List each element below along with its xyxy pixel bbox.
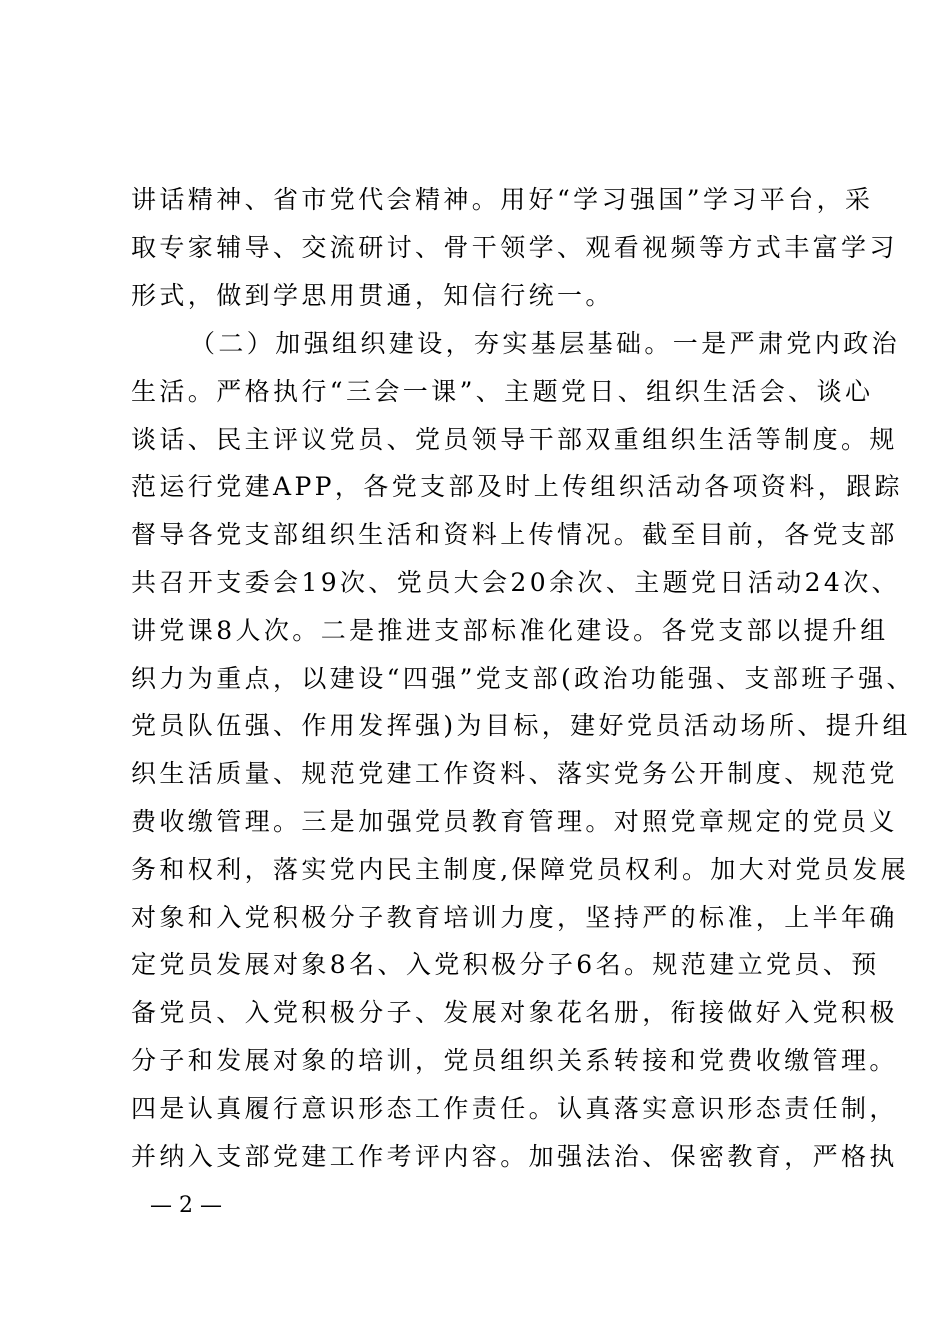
text-line-11: 织力为重点，以建设“四强”党支部(政治功能强、支部班子强、 xyxy=(131,664,915,693)
text-line-17: 定党员发展对象8名、入党积极分子6名。规范建立党员、预 xyxy=(131,950,880,979)
text-line-14: 费收缴管理。三是加强党员教育管理。对照党章规定的党员义 xyxy=(131,807,898,836)
page-number: — 2 — xyxy=(150,1193,222,1218)
text-line-21: 并纳入支部党建工作考评内容。加强法治、保密教育，严格执 xyxy=(131,1142,898,1171)
text-line-5: 生活。严格执行“三会一课”、主题党日、组织生活会、谈心 xyxy=(131,377,874,406)
text-line-3: 形式，做到学思用贯通，知信行统一。 xyxy=(131,281,614,310)
text-line-20: 四是认真履行意识形态工作责任。认真落实意识形态责任制， xyxy=(131,1094,898,1123)
text-line-9: 共召开支委会19次、党员大会20余次、主题党日活动24次、 xyxy=(131,568,901,597)
text-line-16: 对象和入党积极分子教育培训力度，坚持严的标准，上半年确 xyxy=(131,903,898,932)
text-line-18: 备党员、入党积极分子、发展对象花名册，衔接做好入党积极 xyxy=(131,998,898,1027)
text-line-7: 范运行党建APP，各党支部及时上传组织活动各项资料，跟踪 xyxy=(131,472,903,501)
text-line-4-section-heading: （二）加强组织建设，夯实基层基础。一是严肃党内政治 xyxy=(190,329,901,358)
text-line-2: 取专家辅导、交流研讨、骨干领学、观看视频等方式丰富学习 xyxy=(131,233,898,262)
text-line-6: 谈话、民主评议党员、党员领导干部双重组织生活等制度。规 xyxy=(131,425,898,454)
text-line-15: 务和权利，落实党内民主制度,保障党员权利。加大对党员发展 xyxy=(131,855,910,884)
text-line-1: 讲话精神、省市党代会精神。用好“学习强国”学习平台，采 xyxy=(131,185,874,214)
text-line-12: 党员队伍强、作用发挥强)为目标，建好党员活动场所、提升组 xyxy=(131,711,911,740)
text-line-10: 讲党课8人次。二是推进支部标准化建设。各党支部以提升组 xyxy=(131,616,889,645)
text-line-8: 督导各党支部组织生活和资料上传情况。截至目前，各党支部 xyxy=(131,520,898,549)
text-line-19: 分子和发展对象的培训，党员组织关系转接和党费收缴管理。 xyxy=(131,1046,898,1075)
text-line-13: 织生活质量、规范党建工作资料、落实党务公开制度、规范党 xyxy=(131,759,898,788)
